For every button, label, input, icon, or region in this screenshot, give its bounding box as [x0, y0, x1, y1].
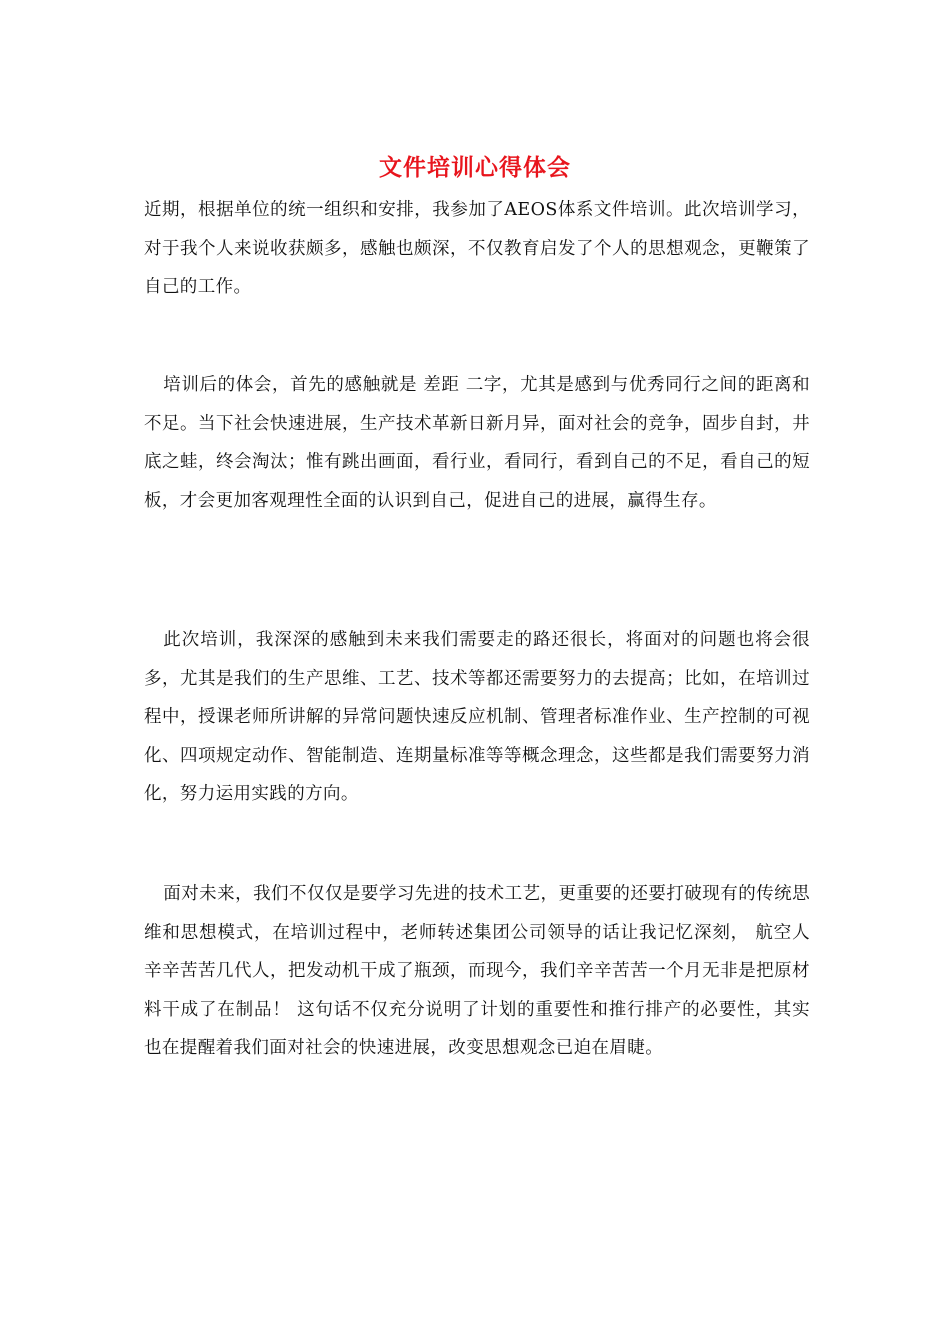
paragraph-break-thinking: 面对未来，我们不仅仅是要学习先进的技术工艺，更重要的还要打破现有的传统思维和思想模式，在培训过程中，老师转述集团公司领导的话让我记忆深刻， 航空人辛辛苦苦几代人，把发动机干成了瓶颈，而现今，我们辛辛苦苦一个月无非是把原材料干成了在制品！ 这句话不仅充分说明了计划的重要性和推行排产的必要性，其实也在提醒着我们面对社会的快速进展，改变思想观念已迫在眉睫。: [144, 884, 810, 1058]
document-title: 文件培训心得体会: [379, 154, 571, 181]
paragraph-intro: 近期，根据单位的统一组织和安排，我参加了AEOS体系文件培训。此次培训学习，对于我个人来说收获颇多，感触也颇深，不仅教育启发了个人的思想观念，更鞭策了自己的工作。: [144, 200, 810, 297]
paragraph-gap-reflection: 培训后的体会，首先的感触就是 差距 二字，尤其是感到与优秀同行之间的距离和不足。当下社会快速进展，生产技术革新日新月异，面对社会的竞争，固步自封，井底之蛙，终会淘汰；惟有跳出画面，看行业，看同行，看到自己的不足，看自己的短板，才会更加客观理性全面的认识到自己，促进自己的进展，赢得生存。: [144, 375, 810, 511]
paragraph-future-road: 此次培训，我深深的感触到未来我们需要走的路还很长，将面对的问题也将会很多，尤其是我们的生产思维、工艺、技术等都还需要努力的去提高；比如，在培训过程中，授课老师所讲解的异常问题快速反应机制、管理者标准作业、生产控制的可视化、四项规定动作、智能制造、连期量标准等等概念理念，这些都是我们需要努力消化，努力运用实践的方向。: [144, 630, 810, 804]
